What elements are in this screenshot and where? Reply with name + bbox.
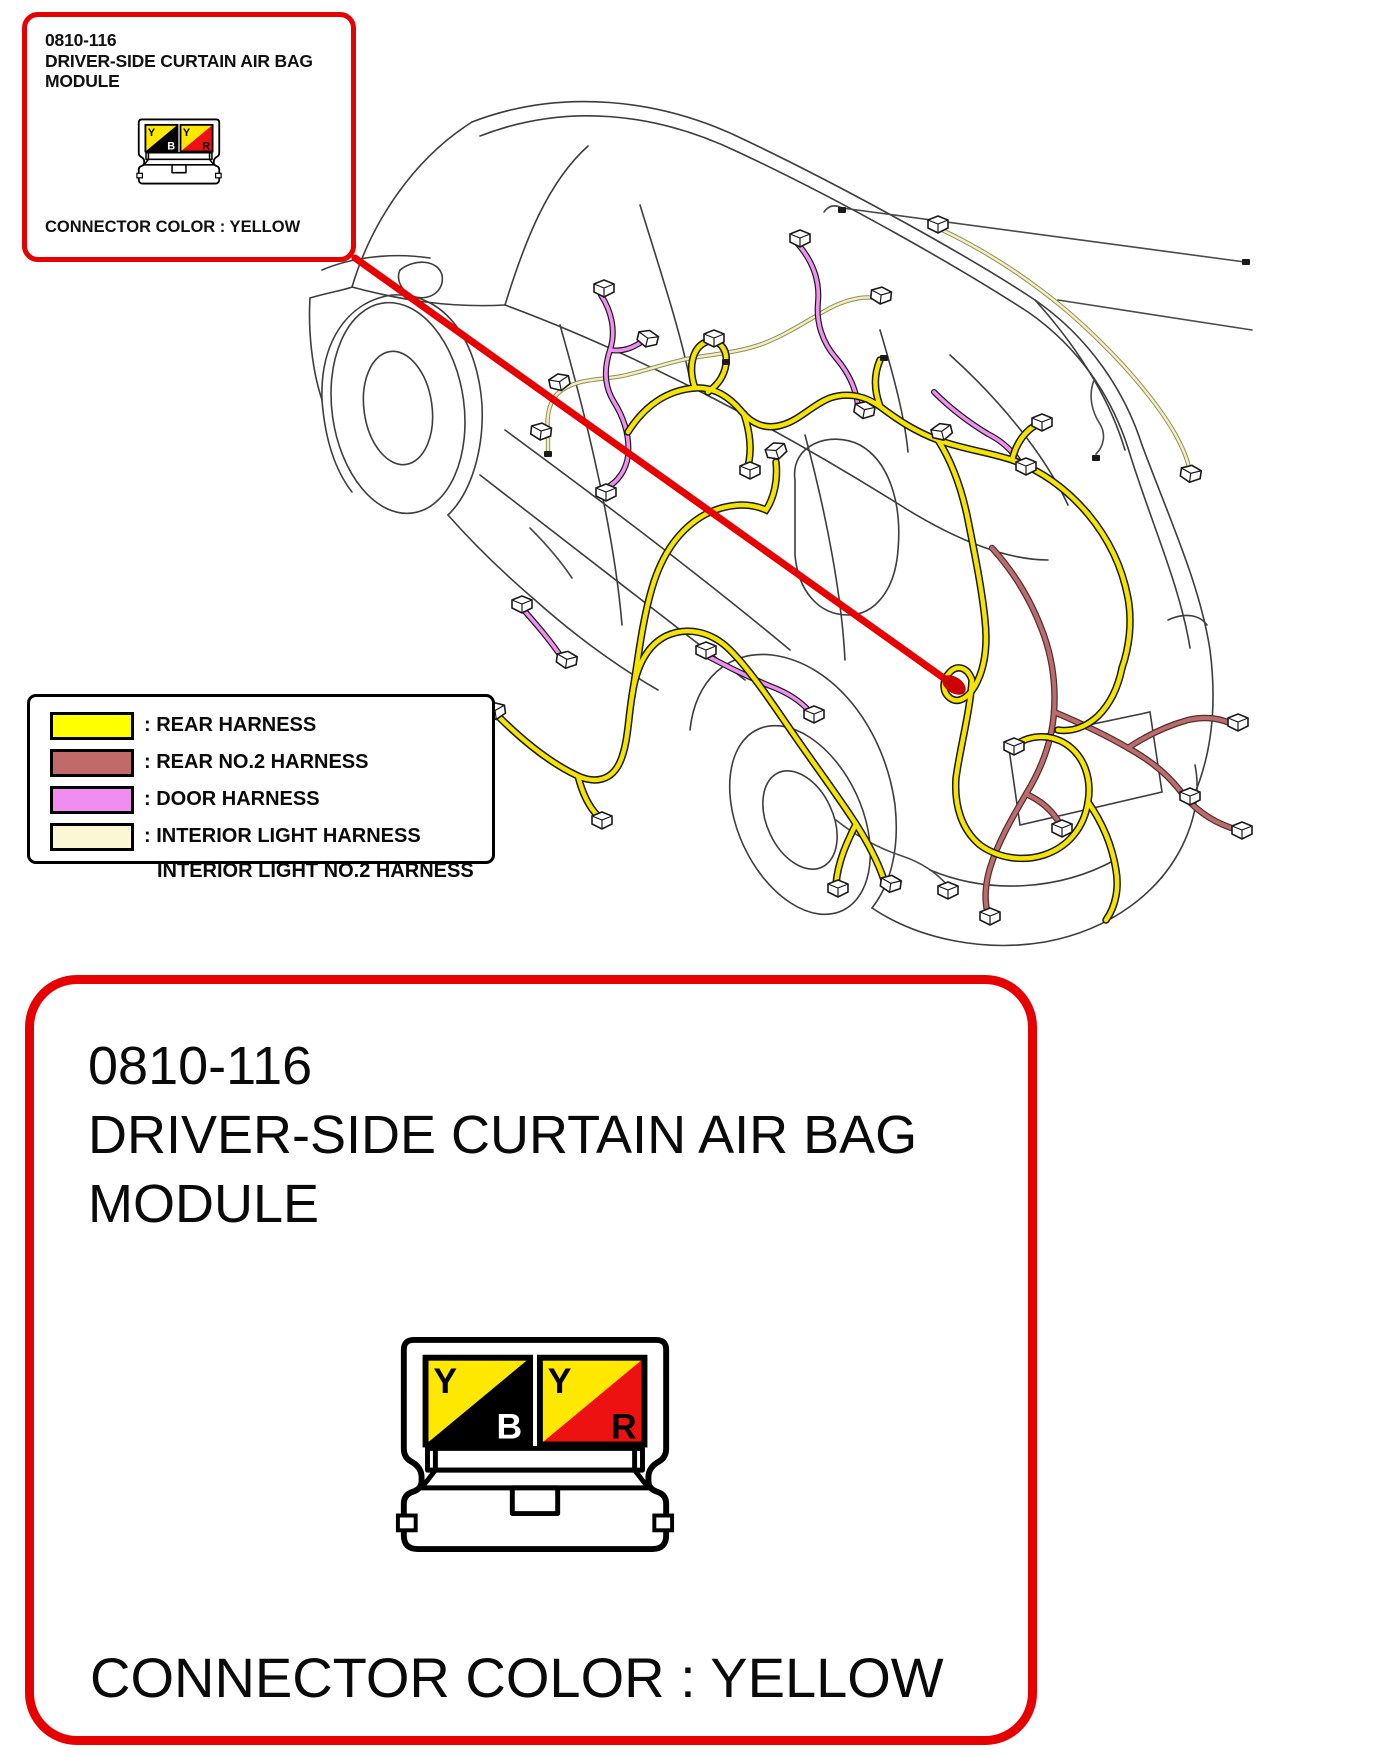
legend-item-interior-light-harness: : INTERIOR LIGHT HARNESS	[50, 818, 492, 855]
harness-legend	[27, 694, 495, 882]
callout-top	[22, 12, 356, 262]
callout-top-connector-color: CONNECTOR COLOR : YELLOW	[45, 218, 301, 236]
callout-top-title-line2: MODULE	[45, 71, 120, 91]
swatch-door-harness	[50, 786, 134, 814]
legend-item-rear-harness: : REAR HARNESS	[50, 707, 492, 744]
interior-light-harness	[548, 228, 1190, 472]
swatch-interior-light-harness	[50, 823, 134, 851]
callout-top-code: 0810-116	[45, 30, 117, 50]
callout-bottom-connector-color: CONNECTOR COLOR : YELLOW	[90, 1646, 944, 1709]
callout-bottom	[25, 975, 1037, 1745]
connector-pin-diagram-large	[392, 1332, 678, 1557]
swatch-rear-no2-harness	[50, 749, 134, 777]
legend-item-rear-no2-harness: : REAR NO.2 HARNESS	[50, 744, 492, 781]
callout-bottom-title-line2: MODULE	[88, 1174, 320, 1234]
legend-item-interior-light-no2-harness: INTERIOR LIGHT NO.2 HARNESS	[157, 860, 474, 882]
swatch-rear-harness	[50, 712, 134, 740]
door-harness	[522, 243, 1022, 712]
callout-bottom-title-line1: DRIVER-SIDE CURTAIN AIR BAG	[88, 1105, 918, 1165]
callout-bottom-code: 0810-116	[88, 1036, 313, 1096]
legend-item-door-harness: : DOOR HARNESS	[50, 781, 492, 818]
connector-pin-diagram-small	[135, 117, 223, 186]
callout-top-title-line1: DRIVER-SIDE CURTAIN AIR BAG	[45, 50, 313, 71]
harness-connectors	[484, 207, 1252, 925]
